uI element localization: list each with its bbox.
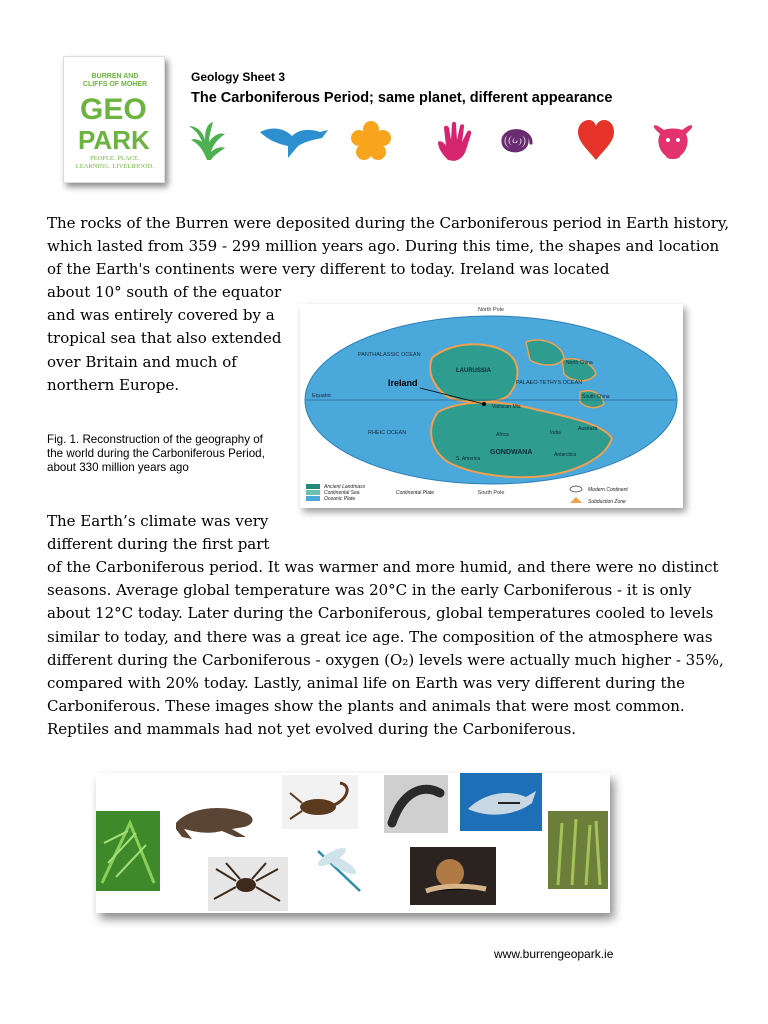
fern-photo bbox=[96, 811, 160, 891]
map-graphic bbox=[300, 304, 683, 508]
spider-photo bbox=[208, 857, 288, 911]
map-laurussia-label: LAURUSSIA bbox=[456, 368, 492, 374]
spiral-icon bbox=[494, 121, 536, 161]
legend-modern-label: Modern Continent bbox=[588, 487, 628, 493]
flower-icon bbox=[350, 120, 392, 162]
cow-icon bbox=[650, 122, 696, 162]
moss-photo bbox=[548, 811, 608, 889]
logo-tagline bbox=[72, 155, 158, 171]
map-north-pole-label: North Pole bbox=[478, 307, 504, 313]
collage-graphic bbox=[96, 773, 610, 913]
website-url: www.burrengeopark.ie bbox=[494, 947, 614, 961]
dragonfly-photo bbox=[316, 845, 360, 891]
map-panthalassic-label: PANTHALASSIC OCEAN bbox=[358, 352, 421, 358]
paleogeography-map bbox=[300, 304, 683, 508]
shark-photo bbox=[460, 773, 542, 831]
millipede-photo bbox=[384, 775, 448, 833]
fossil-life-collage bbox=[96, 773, 610, 913]
logo-line-1: BURREN AND bbox=[91, 73, 139, 80]
page-title: The Carboniferous Period; same planet, different appearance bbox=[191, 90, 613, 106]
logo-tagline-1: PEOPLE. PLACE. bbox=[90, 155, 140, 162]
map-australia-label: Australia bbox=[578, 426, 598, 432]
bird-icon bbox=[258, 122, 330, 160]
logo-line-2: CLIFFS OF MOHER bbox=[82, 81, 148, 88]
map-gondwana-label: GONDWANA bbox=[490, 449, 533, 456]
legend-sea-label: Continental Sea bbox=[324, 490, 360, 496]
geopark-wordmark-icon bbox=[78, 91, 152, 153]
legend-subduction-label: Subduction Zone bbox=[588, 499, 626, 505]
legend-plate-label: Continental Plate bbox=[396, 490, 435, 496]
amphibian-photo bbox=[176, 808, 253, 839]
map-s-america-label: S. America bbox=[456, 456, 481, 462]
map-variscan-label: Variscan Mts bbox=[492, 404, 521, 410]
climate-paragraph-start: The Earth’s climate was very different during the first part bbox=[47, 512, 270, 554]
hand-icon bbox=[434, 120, 476, 162]
legend-ancient-swatch bbox=[306, 484, 320, 489]
sheet-label: Geology Sheet 3 bbox=[191, 70, 286, 84]
snail-photo bbox=[410, 847, 496, 905]
map-rheic-label: RHEIC OCEAN bbox=[368, 430, 407, 436]
legend-ocean-label: Oceanic Plate bbox=[324, 496, 356, 502]
map-antarctica-label: Antarctica bbox=[554, 452, 577, 458]
map-equator-label: Equator bbox=[312, 393, 332, 399]
scorpion-photo bbox=[282, 775, 358, 829]
figure-caption: Fig. 1. Reconstruction of the geography of the world during the Carboniferous Period, about 330 million years ago bbox=[47, 433, 265, 474]
legend-modern-symbol bbox=[570, 486, 582, 492]
logo-text bbox=[78, 73, 152, 89]
climate-paragraph: of the Carboniferous period. It was warmer and more humid, and there were no distinct seasons. Average global temperature was 20°C in the early Carboniferous - it is only about 12°C today. Later during the Carboniferous, global temperatures cooled to levels similar to today, and there was a great ice age. The composition of the atmosphere was different during the Carboniferous - oxygen (O₂) levels were actually much higher - 35%, compared with 20% today. Lastly, animal life on Earth was very different during the Carboniferous. These images show the plants and animals that were most common. Reptiles and mammals had not yet evolved during the Carboniferous. bbox=[47, 558, 724, 739]
legend-subduction-symbol bbox=[570, 497, 582, 503]
logo-geo-text: GEO bbox=[80, 93, 147, 126]
map-south-pole-label: South Pole bbox=[477, 490, 505, 496]
legend-ocean-swatch bbox=[306, 496, 320, 501]
map-africa-label: Africa bbox=[496, 432, 509, 438]
map-ireland-label: Ireland bbox=[388, 378, 418, 388]
logo-park-text: PARK bbox=[78, 125, 150, 153]
map-south-china-label: South China bbox=[582, 394, 610, 400]
heart-icon bbox=[576, 118, 616, 162]
map-north-china-label: North China bbox=[566, 360, 593, 366]
map-paleo-tethys-label: PALAEO-TETHYS OCEAN bbox=[516, 380, 583, 386]
intro-paragraph: The rocks of the Burren were deposited during the Carboniferous period in Earth history, which lasted from 359 - 299 million years ago. During this time, the shapes and location of the Earth's continents were very different to today. Ireland was located bbox=[47, 214, 730, 279]
logo-tagline-2: LEARNING. LIVELIHOOD. bbox=[75, 163, 155, 170]
fern-icon bbox=[185, 120, 229, 162]
ireland-location-paragraph: about 10° south of the equator and was entirely covered by a tropical sea that also extended over Britain and much of northern Europe. bbox=[47, 283, 282, 394]
legend-sea-swatch bbox=[306, 490, 320, 495]
geopark-logo bbox=[63, 56, 165, 183]
map-india-label: India bbox=[550, 430, 561, 436]
legend-ancient-label: Ancient Landmass bbox=[324, 484, 366, 490]
